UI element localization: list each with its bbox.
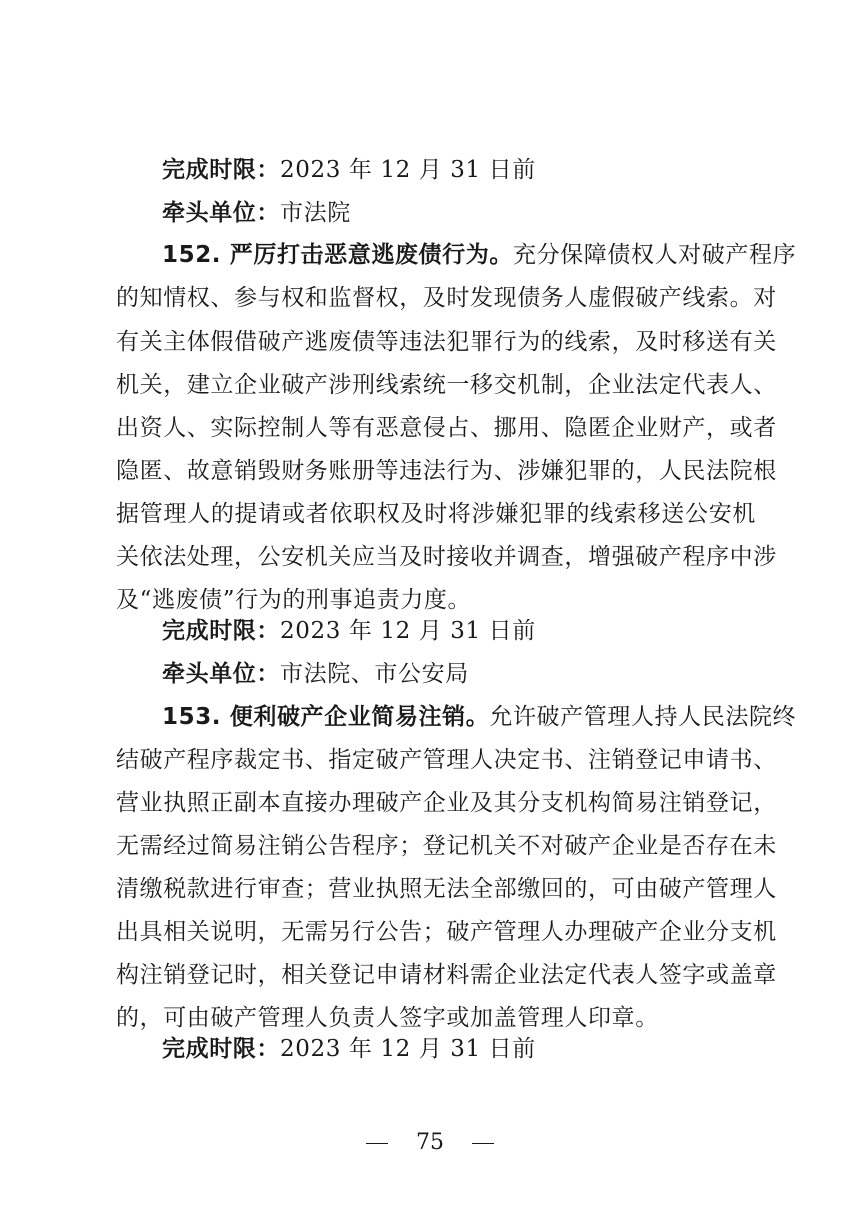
body-line: 据管理人的提请或者依职权及时将涉嫌犯罪的线索移送公安机 <box>116 501 756 527</box>
body-line: 营业执照正副本直接办理破产企业及其分支机构简易注销登记， <box>116 790 777 816</box>
lead-unit-line-2 <box>162 659 756 689</box>
body-line: 隐匿、故意销毁财务账册等违法行为、涉嫌犯罪的，人民法院根 <box>116 458 777 484</box>
item-152-text-start: 充分保障债权人对破产程序 <box>512 242 797 268</box>
page-number: 75 <box>416 1130 444 1155</box>
body-line: 关依法处理，公安机关应当及时接收并调查，增强破产程序中涉 <box>116 544 777 570</box>
body-line-last: 及“逃废债”行为的刑事追责力度。 <box>116 587 472 613</box>
lead-unit-label: 牵头单位： <box>162 661 280 687</box>
body-line: 机关，建立企业破产涉刑线索统一移交机制，企业法定代表人、 <box>116 372 777 398</box>
page-footer <box>0 1128 860 1158</box>
deadline-label: 完成时限： <box>162 618 280 644</box>
body-line: 结破产程序裁定书、指定破产管理人决定书、注销登记申请书、 <box>116 747 777 773</box>
deadline-line-2 <box>162 616 756 646</box>
lead-unit-value: 市法院 <box>280 200 351 226</box>
deadline-line-1 <box>162 155 756 185</box>
body-line: 无需经过简易注销公告程序；登记机关不对破产企业是否存在未 <box>116 833 777 859</box>
footer-dash-left <box>366 1143 388 1144</box>
body-line: 有关主体假借破产逃废债等违法犯罪行为的线索，及时移送有关 <box>116 329 777 355</box>
deadline-label: 完成时限： <box>162 157 280 183</box>
footer-dash-right <box>472 1143 494 1144</box>
item-152-heading-line <box>162 240 797 270</box>
deadline-line-3 <box>162 1034 756 1064</box>
lead-unit-label: 牵头单位： <box>162 200 280 226</box>
body-line-last: 的，可由破产管理人负责人签字或加盖管理人印章。 <box>116 1005 659 1031</box>
item-152-title: 152. 严厉打击恶意逃废债行为。 <box>162 242 513 268</box>
item-153-text-start: 允许破产管理人持人民法院终 <box>489 704 797 730</box>
body-line: 出资人、实际控制人等有恶意侵占、挪用、隐匿企业财产，或者 <box>116 415 777 441</box>
deadline-value: 2023 年 12 月 31 日前 <box>280 618 536 644</box>
deadline-value: 2023 年 12 月 31 日前 <box>280 157 536 183</box>
deadline-label: 完成时限： <box>162 1036 280 1062</box>
body-line: 构注销登记时，相关登记申请材料需企业法定代表人签字或盖章 <box>116 962 777 988</box>
body-line: 清缴税款进行审查；营业执照无法全部缴回的，可由破产管理人 <box>116 876 777 902</box>
lead-unit-line-1 <box>162 198 756 228</box>
deadline-value: 2023 年 12 月 31 日前 <box>280 1036 536 1062</box>
item-153-title: 153. 便利破产企业简易注销。 <box>162 704 490 730</box>
item-153-heading-line <box>162 702 797 732</box>
lead-unit-value: 市法院、市公安局 <box>280 661 469 687</box>
body-line: 出具相关说明，无需另行公告；破产管理人办理破产企业分支机 <box>116 919 777 945</box>
body-line: 的知情权、参与权和监督权，及时发现债务人虚假破产线索。对 <box>116 285 777 311</box>
